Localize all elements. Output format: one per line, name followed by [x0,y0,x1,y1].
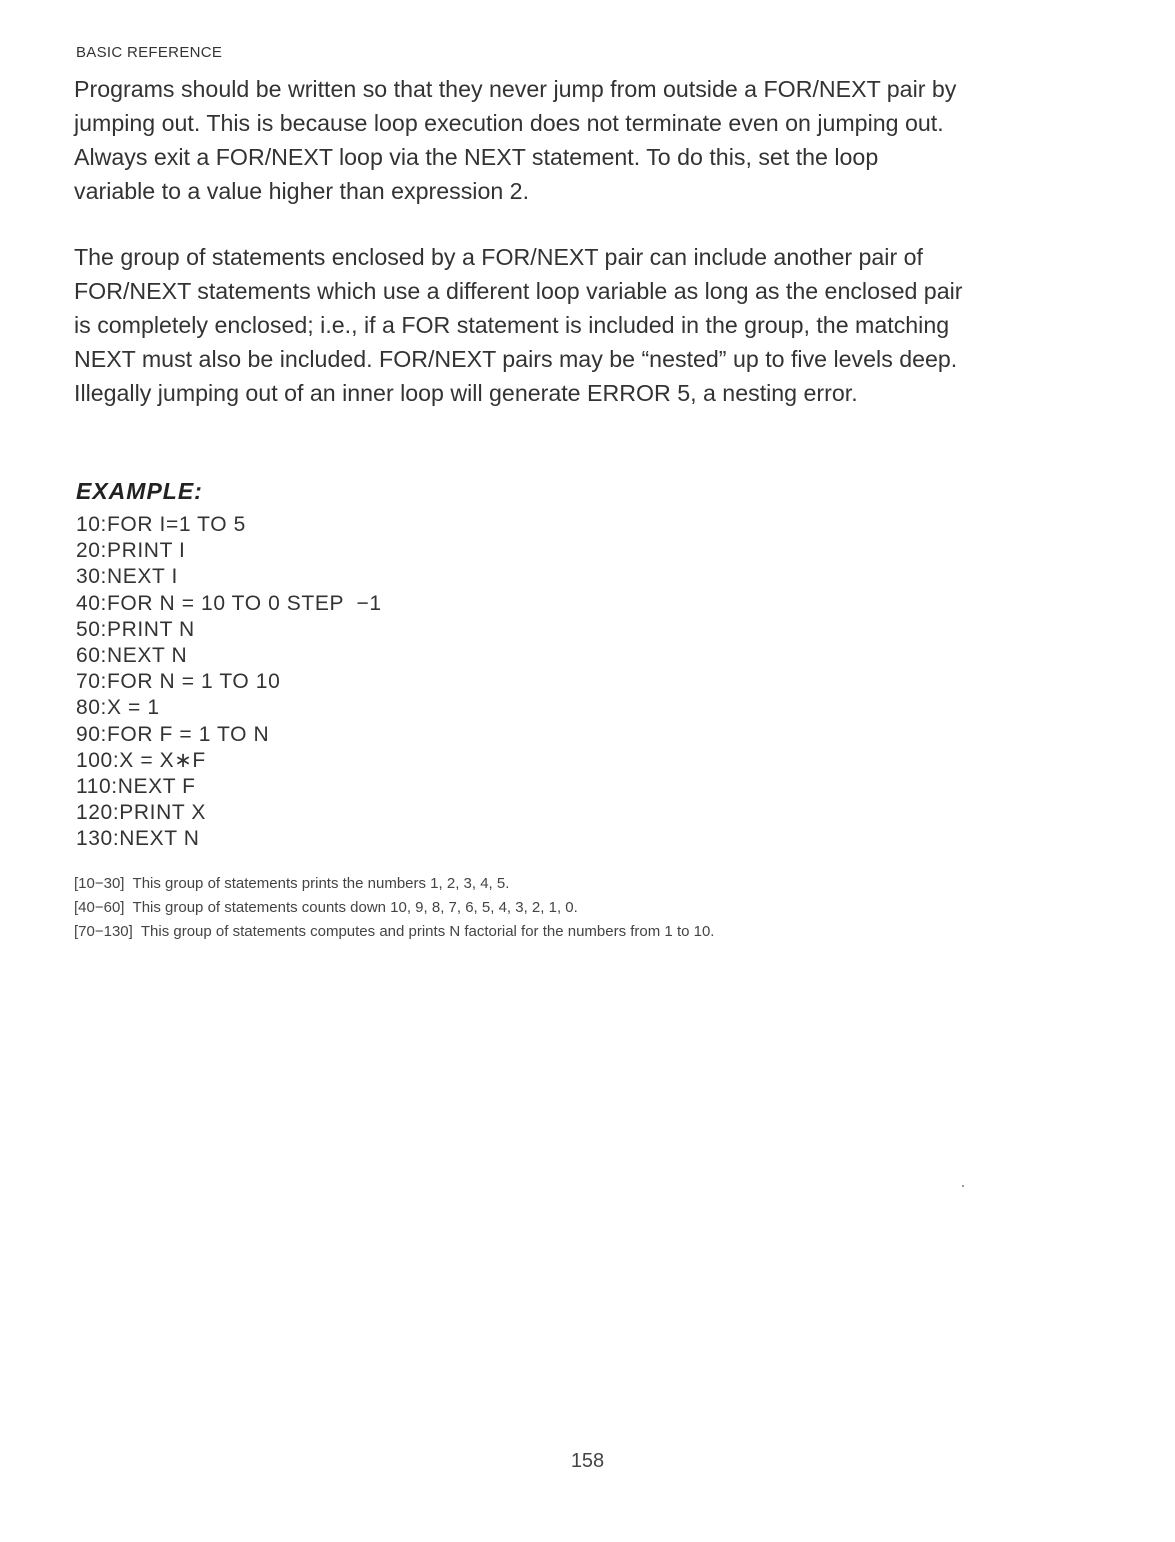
example-notes [74,872,714,944]
code-line: 90:FOR F = 1 TO N [76,722,270,746]
scan-speck [962,1185,964,1187]
code-line: 60:NEXT N [76,644,188,668]
code-line: 20:PRINT I [76,539,186,563]
code-line: 40:FOR N = 10 TO 0 STEP −1 [76,591,382,615]
code-line: 50:PRINT N [76,617,195,641]
paragraph-nesting: The group of statements enclosed by a FOR/NEXT pair can include another pair of FOR/NEXT statements which use a different loop variable as long as the enclosed pair is completely enclosed; i.e., if a FOR statement is included in the group, the matching NEXT must also be included. FOR/NEXT pairs may be “nested” up to five levels deep. Illegally jumping out of an inner loop will generate ERROR 5, a nesting error. [74,244,963,406]
note-70-130: [70−130] This group of statements computes and prints N factorial for the numbers from 1 to 10. [74,923,715,940]
running-header: BASIC REFERENCE [76,44,223,61]
example-heading: EXAMPLE: [76,478,203,504]
code-line: 30:NEXT I [76,565,178,589]
code-listing [76,512,382,853]
code-line: 100:X = X∗F [76,748,206,772]
code-line: 120:PRINT X [76,801,206,825]
code-line: 10:FOR I=1 TO 5 [76,513,246,536]
paragraph-loop-exit: Programs should be written so that they never jump from outside a FOR/NEXT pair by jumping out. This is because loop execution does not terminate even on jumping out. Always exit a FOR/NEXT loop via the NEXT statement. To do this, set the loop variable to a value higher than expression 2. [74,76,957,204]
code-line: 70:FOR N = 1 TO 10 [76,670,281,694]
note-10-30: [10−30] This group of statements prints the numbers 1, 2, 3, 4, 5. [74,875,510,892]
page-number: 158 [570,1450,605,1472]
code-line: 80:X = 1 [76,696,160,720]
note-40-60: [40−60] This group of statements counts down 10, 9, 8, 7, 6, 5, 4, 3, 2, 1, 0. [74,899,578,916]
code-line: 130:NEXT N [76,827,200,851]
code-line: 110:NEXT F [76,775,196,799]
